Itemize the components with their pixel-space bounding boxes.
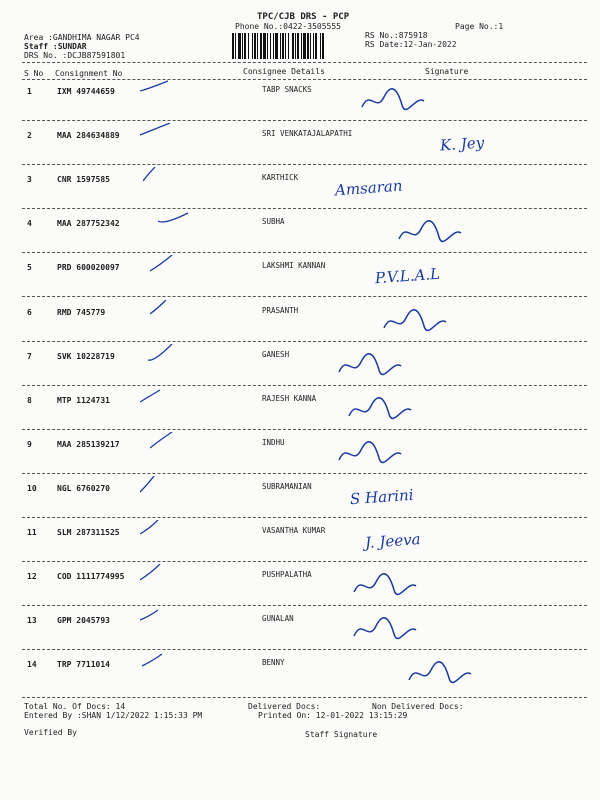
staff-signature: Staff Signature (305, 730, 378, 739)
row-sno: 4 (27, 219, 32, 228)
barcode-bar (322, 33, 324, 59)
delivery-tick-mark (143, 167, 177, 187)
barcode-bar (263, 33, 266, 59)
page-number: Page No.:1 (455, 22, 504, 31)
document-title: TPC/CJB DRS - PCP (257, 12, 350, 22)
row-consignment-no: RMD 745779 (57, 308, 106, 317)
row-consignee-name: PRASANTH (262, 306, 299, 315)
table-row (0, 352, 600, 396)
barcode-bar (313, 33, 314, 59)
delivery-tick-mark (150, 432, 184, 452)
delivery-tick-mark (140, 388, 174, 408)
staff-label: Staff :SUNDAR (24, 42, 87, 51)
divider (22, 296, 587, 297)
barcode-bar (315, 33, 317, 59)
barcode-image (232, 33, 358, 59)
barcode-bar (244, 33, 246, 59)
row-consignee-name: GANESH (262, 350, 290, 359)
delivery-tick-mark (140, 608, 174, 628)
non-delivered-docs: Non Delivered Docs: (372, 702, 464, 711)
divider (22, 473, 587, 474)
barcode-bar (282, 33, 284, 59)
table-row (0, 572, 600, 616)
row-consignment-no: GPM 2045793 (57, 616, 110, 625)
barcode-bar (267, 33, 268, 59)
row-consignment-no: SLM 287311525 (57, 528, 120, 537)
row-consignment-no: TRP 7711014 (57, 660, 110, 669)
divider (22, 385, 587, 386)
handwritten-signature (345, 396, 415, 424)
row-sno: 11 (27, 528, 37, 537)
delivery-tick-mark (142, 652, 176, 672)
divider (22, 429, 587, 430)
row-sno: 13 (27, 616, 37, 625)
verified-by: Verified By (24, 728, 77, 737)
barcode-bar (288, 33, 289, 59)
row-consignment-no: PRD 600020097 (57, 263, 120, 272)
handwritten-signature (358, 87, 428, 115)
handwritten-signature: S Harini (349, 485, 415, 509)
barcode-bar (307, 33, 309, 59)
row-consignee-name: GUNALAN (262, 614, 294, 623)
area-label: Area :GANDHIMA NAGAR PC4 (24, 33, 140, 42)
row-sno: 8 (27, 396, 32, 405)
row-consignment-no: NGL 6760270 (57, 484, 110, 493)
row-consignee-name: KARTHICK (262, 173, 299, 182)
divider (22, 164, 587, 165)
delivery-tick-mark (150, 300, 184, 320)
barcode-bar (252, 33, 253, 59)
row-sno: 5 (27, 263, 32, 272)
row-sno: 6 (27, 308, 32, 317)
row-consignee-name: SRI VENKATAJALAPATHI (262, 129, 353, 138)
delivery-tick-mark (140, 476, 174, 496)
delivery-tick-mark (140, 79, 174, 99)
divider (22, 62, 587, 63)
table-row (0, 308, 600, 352)
row-sno: 1 (27, 87, 32, 96)
divider (22, 341, 587, 342)
barcode-bar (295, 33, 296, 59)
row-consignment-no: COD 1111774995 (57, 572, 125, 581)
handwritten-signature (350, 572, 420, 600)
table-row (0, 219, 600, 263)
row-consignee-name: SUBHA (262, 217, 285, 226)
table-row (0, 175, 600, 219)
col-header-signature: Signature (425, 67, 469, 76)
table-row (0, 87, 600, 131)
barcode-bar (297, 33, 299, 59)
row-consignment-no: MAA 287752342 (57, 219, 120, 228)
handwritten-signature: K. Jey (439, 133, 485, 155)
delivered-docs: Delivered Docs: (248, 702, 321, 711)
entered-by: Entered By :SHAN 1/12/2022 1:15:33 PM (24, 711, 203, 720)
row-sno: 12 (27, 572, 37, 581)
barcode-bar (238, 33, 241, 59)
table-row (0, 440, 600, 484)
table-row (0, 396, 600, 440)
rs-number: RS No.:875918 (365, 31, 428, 40)
barcode-bar (292, 33, 294, 59)
row-sno: 10 (27, 484, 37, 493)
drs-number: DRS No. :DCJB87591801 (24, 51, 126, 60)
row-consignee-name: INDHU (262, 438, 285, 447)
barcode-bar (257, 33, 258, 59)
table-row (0, 528, 600, 572)
printed-on: Printed On: 12-01-2022 13:15:29 (258, 711, 408, 720)
barcode-bar (248, 33, 249, 59)
row-consignment-no: CNR 1597585 (57, 175, 110, 184)
divider (22, 697, 587, 698)
divider (22, 208, 587, 209)
row-consignee-name: PUSHPALATHA (262, 570, 312, 579)
row-consignee-name: RAJESH KANNA (262, 394, 317, 403)
row-consignee-name: VASANTHA KUMAR (262, 526, 326, 535)
row-consignment-no: MAA 285139217 (57, 440, 120, 449)
barcode-bar (273, 33, 274, 59)
barcode-bar (242, 33, 243, 59)
phone-number: Phone No.:0422-3505555 (235, 22, 341, 31)
barcode-bar (303, 33, 306, 59)
delivery-tick-mark (140, 520, 174, 540)
row-consignment-no: MAA 284634889 (57, 131, 120, 140)
row-sno: 9 (27, 440, 32, 449)
row-consignee-name: SUBRAMANIAN (262, 482, 312, 491)
delivery-tick-mark (150, 255, 184, 275)
divider (22, 252, 587, 253)
handwritten-signature (350, 616, 420, 644)
handwritten-signature (335, 440, 405, 468)
table-row (0, 263, 600, 307)
col-header-sno: S No (24, 69, 44, 78)
handwritten-signature: P.V.L.A.L (374, 264, 441, 288)
handwritten-signature (405, 660, 475, 688)
barcode-bar (301, 33, 302, 59)
handwritten-signature: Amsaran (334, 176, 404, 200)
delivery-tick-mark (140, 564, 174, 584)
barcode-bar (280, 33, 281, 59)
barcode-bar (235, 33, 236, 59)
row-consignee-name: BENNY (262, 658, 285, 667)
divider (22, 605, 587, 606)
handwritten-signature (395, 219, 465, 247)
row-consignee-name: LAKSHMI KANNAN (262, 261, 326, 270)
row-sno: 14 (27, 660, 37, 669)
barcode-bar (275, 33, 278, 59)
barcode-bar (260, 33, 262, 59)
barcode-bar (285, 33, 286, 59)
barcode-bar (254, 33, 256, 59)
row-consignee-name: TABP SNACKS (262, 85, 312, 94)
barcode-bar (270, 33, 271, 59)
barcode-bar (310, 33, 311, 59)
divider (22, 79, 587, 80)
col-header-consignee: Consignee Details (243, 67, 325, 76)
table-row (0, 484, 600, 528)
delivery-tick-mark (148, 344, 182, 364)
barcode-bar (232, 33, 234, 59)
divider (22, 649, 587, 650)
divider (22, 561, 587, 562)
delivery-tick-mark (140, 123, 174, 143)
row-sno: 7 (27, 352, 32, 361)
divider (22, 517, 587, 518)
rs-date: RS Date:12-Jan-2022 (365, 40, 457, 49)
col-header-consignment: Consignment No (55, 69, 123, 78)
row-consignment-no: MTP 1124731 (57, 396, 110, 405)
row-sno: 3 (27, 175, 32, 184)
delivery-tick-mark (158, 211, 192, 231)
handwritten-signature: J. Jeeva (364, 530, 422, 552)
barcode-bar (320, 33, 321, 59)
handwritten-signature (380, 308, 450, 336)
handwritten-signature (335, 352, 405, 380)
row-consignment-no: SVK 10228719 (57, 352, 115, 361)
row-sno: 2 (27, 131, 32, 140)
divider (22, 120, 587, 121)
table-row (0, 131, 600, 175)
table-row (0, 616, 600, 660)
row-consignment-no: IXM 49744659 (57, 87, 115, 96)
total-docs: Total No. Of Docs: 14 (24, 702, 126, 711)
